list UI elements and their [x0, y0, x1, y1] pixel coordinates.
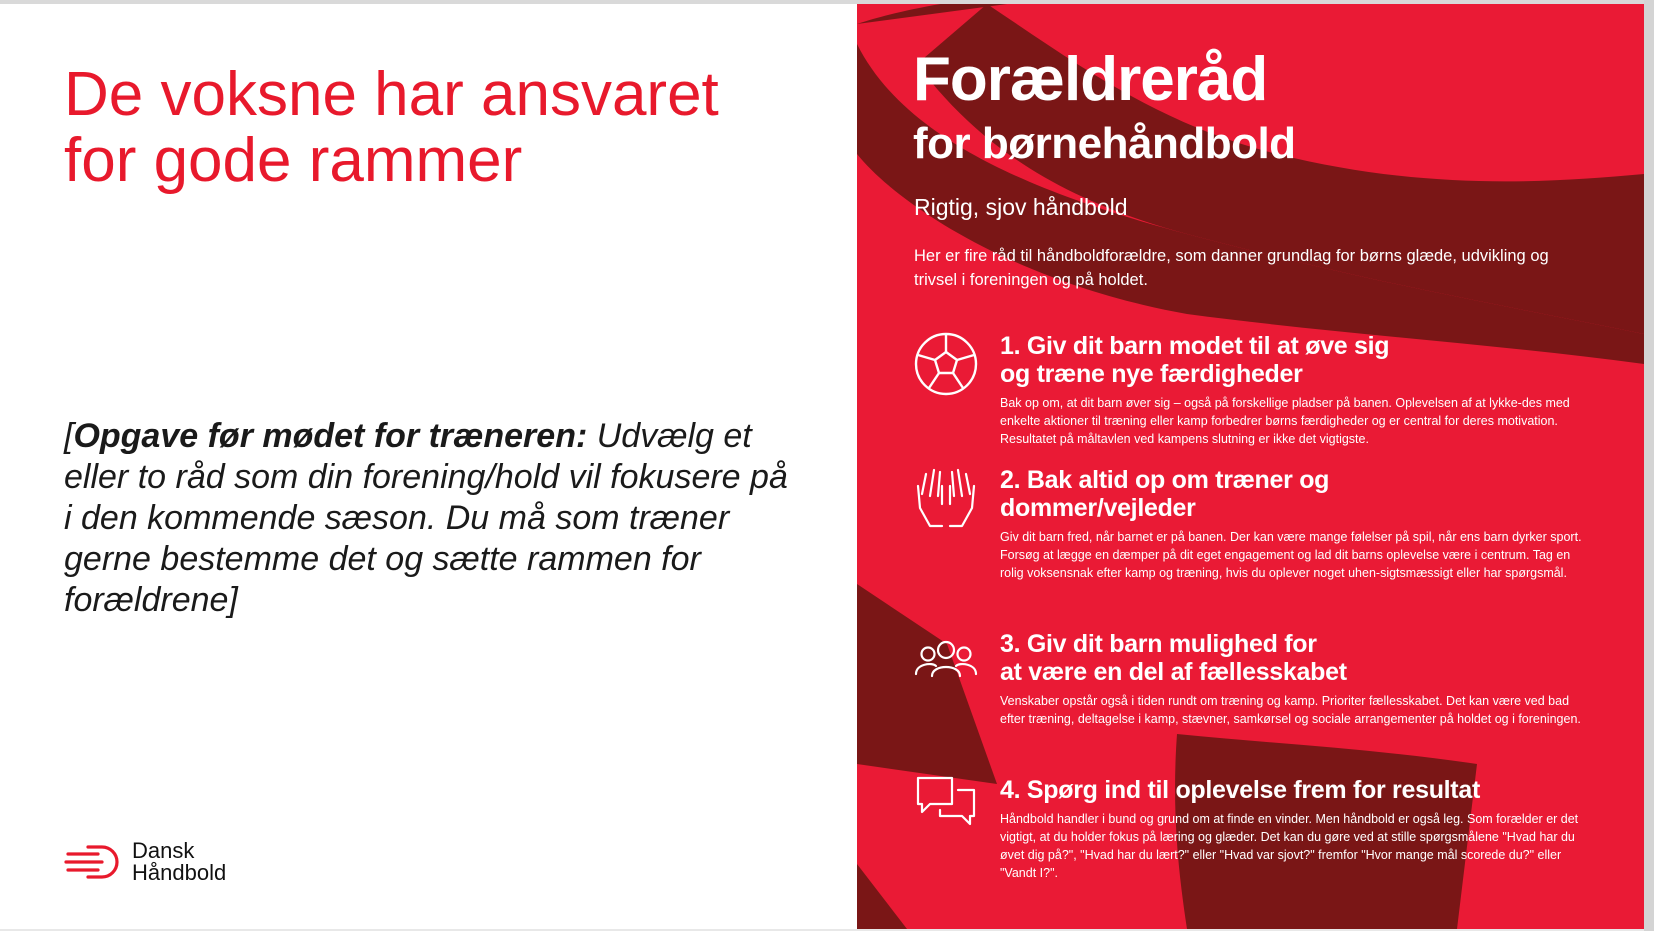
parent-advice-poster [857, 4, 1644, 929]
poster-title: Forældreråd [913, 45, 1268, 114]
poster-tagline: Rigtig, sjov håndbold [914, 194, 1128, 220]
advice-item-3-body: Venskaber opstår også i tiden rundt om træning og kamp. Prioriter fællesskabet. Det kan være ved bad efter træning, deltagelse i kamp, stævner, samkørsel og sociale arrangementer på holdet og i foreningen. [1000, 694, 1581, 726]
logo-word-handbold: Håndbold [132, 860, 227, 885]
task-close-bracket: ] [228, 581, 238, 619]
slide-title-line1: De voksne har ansvaret [64, 60, 719, 129]
group-people-icon [912, 624, 980, 692]
advice-item-3-heading-line2: at være en del af fællesskabet [1000, 658, 1347, 686]
advice-item-4-body: Håndbold handler i bund og grund om at finde en vinder. Men håndbold er også leg. Som forælder er det vigtigt, at du holder fokus på læring og glæder. Det kan du gøre ved at stille spørgsmålene "Hvad har du øvet dig på?", "Hvad har du lært?" eller "Hvad var sjovt?" fremfor "Hvor mange mål scorede du?" eller "Vandt I?". [1000, 812, 1579, 880]
trainer-task-text [64, 416, 794, 621]
advice-item-3-heading [1000, 630, 1620, 686]
advice-item-1-heading [1000, 332, 1620, 388]
advice-item-1-body: Bak op om, at dit barn øver sig – også på forskellige pladser på banen. Oplevelsen af at lykke-des med enkelte aktioner til træning eller kamp forbedrer børns færdigheder og er central for deres motivation. Resultatet på måltavlen ved kampens slutning er ikke det vigtigste. [1000, 396, 1570, 446]
poster-subtitle: for børnehåndbold [913, 119, 1296, 168]
slide-title [64, 62, 844, 194]
clapping-hands-icon [912, 464, 980, 532]
advice-item-2-heading-line2: dommer/vejleder [1000, 494, 1196, 522]
dansk-handbold-logo [64, 840, 226, 884]
advice-item-2-heading [1000, 466, 1620, 522]
task-body: Udvælg et eller to råd som din forening/hold vil fokusere på i den kommende sæson. Du må som træner gerne bestemme det og sætte rammen for forældrene [64, 417, 788, 619]
slide [0, 4, 1654, 929]
logo-word-dansk: Dansk [132, 838, 195, 863]
advice-item-2-body: Giv dit barn fred, når barnet er på banen. Der kan være mange følelser på spil, når ens barn dyrker sport. Forsøg at lægge en dæmper på dit eget engagement og lad dit barns oplevelse være i centrum. Tag en rolig voksensnak efter kamp og træning, hvis du oplever noget uhen-sigtsmæssigt eller har spørgsmål. [1000, 530, 1582, 580]
speed-lines-d-logo-icon [64, 843, 120, 881]
advice-item-3-heading-line1: 3. Giv dit barn mulighed for [1000, 630, 1317, 658]
advice-item-1-heading-line1: 1. Giv dit barn modet til at øve sig [1000, 332, 1390, 360]
window-right-edge [1644, 0, 1654, 931]
advice-item-4-heading-line1: 4. Spørg ind til oplevelse frem for resultat [1000, 776, 1480, 804]
advice-item-1-heading-line2: og træne nye færdigheder [1000, 360, 1303, 388]
advice-item-4-heading [1000, 776, 1620, 804]
poster-intro: Her er fire råd til håndboldforældre, som danner grundlag for børns glæde, udvikling og trivsel i foreningen og på holdet. [914, 247, 1549, 289]
task-open-bracket: [ [64, 417, 74, 455]
handball-icon [912, 330, 980, 398]
speech-bubbles-icon [912, 768, 980, 836]
slide-title-line2: for gode rammer [64, 126, 523, 195]
advice-item-2-heading-line1: 2. Bak altid op om træner og [1000, 466, 1330, 494]
task-label: Opgave før mødet for træneren: [73, 417, 588, 455]
